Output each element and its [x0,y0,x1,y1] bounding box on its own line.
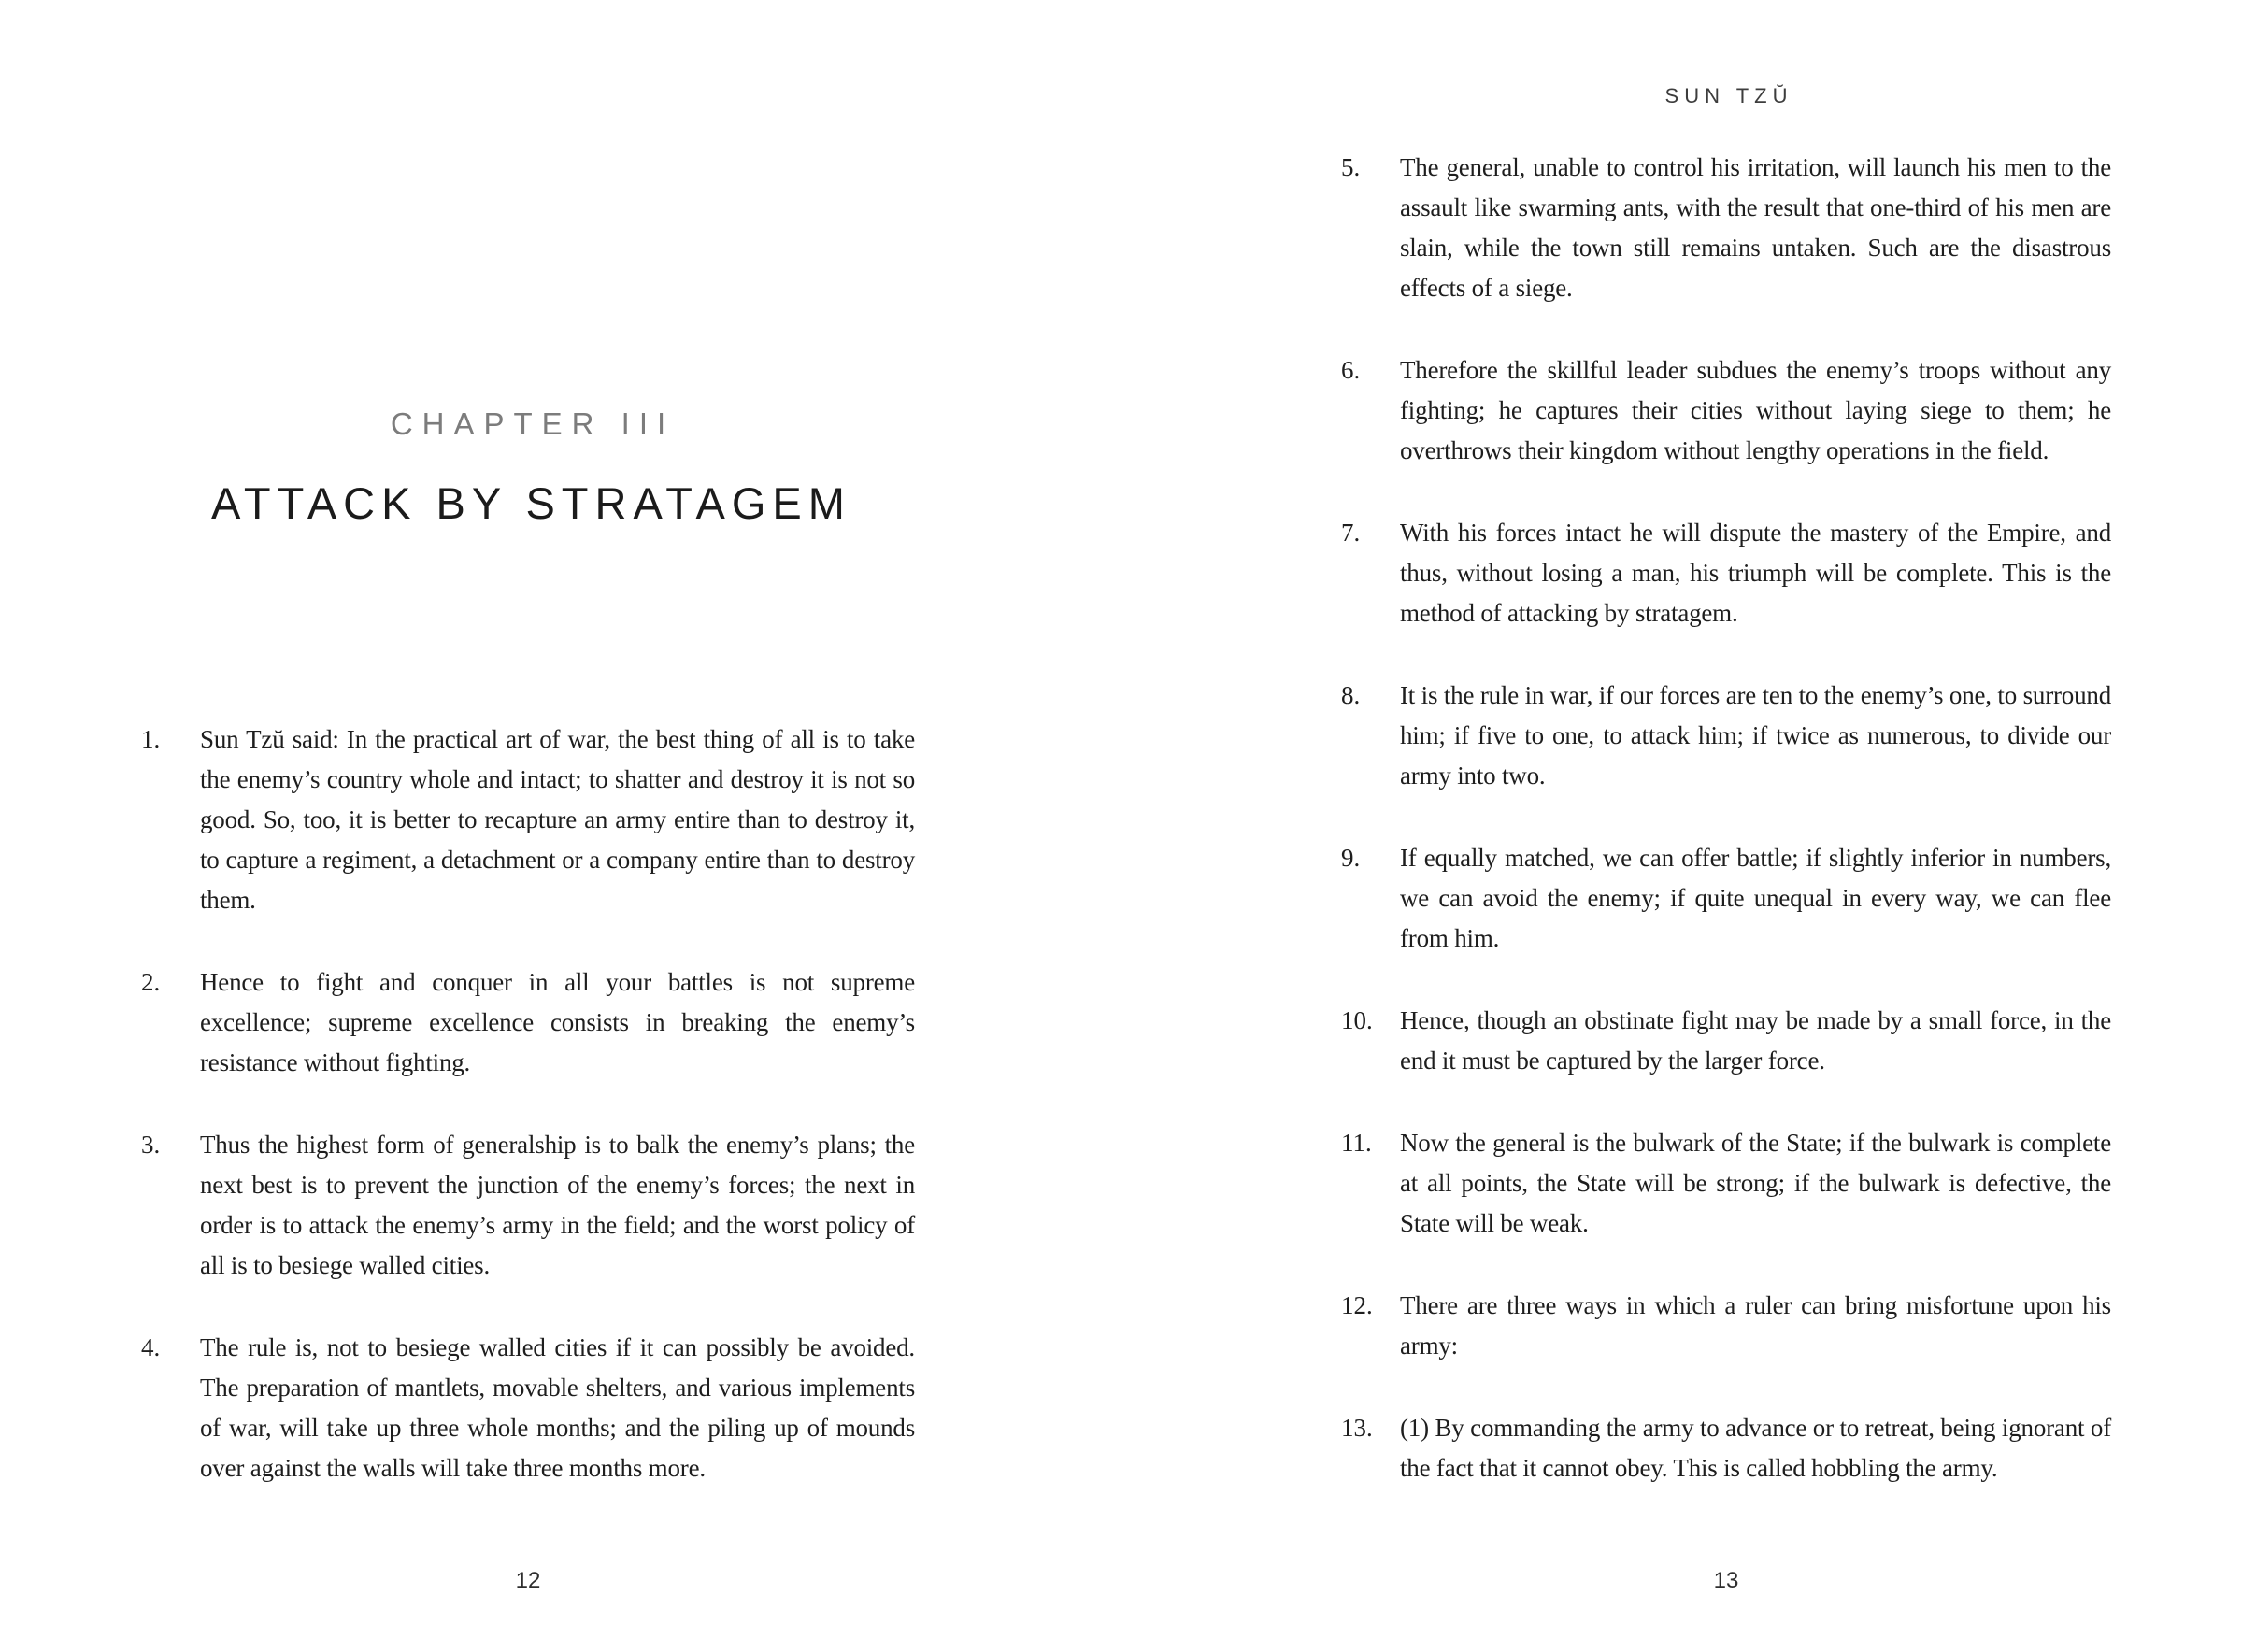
paragraph-text: With his forces intact he will dispute the mastery of the Empire, and thus, without losing a man, his triumph will be complete. This is the method of attacking by stratagem. [1400,519,2111,627]
paragraph-item [1341,513,2111,634]
paragraph-item [1341,1123,2111,1244]
left-page-paragraphs [141,719,915,1488]
paragraph-number: 4. [141,1333,161,1361]
paragraph-text: (1) By commanding the army to advance or to retreat, being ignorant of the fact that it cannot obey. This is called hobbling the army. [1400,1414,2111,1482]
running-header: SUN TZŬ [1664,84,1793,107]
paragraph-item [1341,676,2111,796]
paragraph-text: The general, unable to control his irritation, will launch his men to the assault like swarming ants, with the result that one-third of his men are slain, while the town still remains untaken. Such are the disastrous effects of a siege. [1400,153,2111,302]
paragraph-text: Hence, though an obstinate fight may be made by a small force, in the end it must be captured by the larger force. [1400,1006,2111,1075]
paragraph-text: Hence to fight and conquer in all your battles is not supreme excellence; supreme excellence consists in breaking the enemy’s resistance without fighting. [200,968,915,1076]
paragraph-item [141,1328,915,1488]
chapter-label: CHAPTER III [390,406,676,441]
paragraph-number: 5. [1341,153,1361,181]
chapter-heading-block [141,406,915,528]
chapter-title: ATTACK BY STRATAGEM [211,478,851,528]
paragraph-number: 6. [1341,356,1361,384]
page-number-left: 12 [515,1568,541,1593]
paragraph-item [141,1125,915,1286]
paragraph-item [1341,1001,2111,1081]
paragraph-text: The rule is, not to besiege walled cities if it can possibly be avoided. The preparation of mantlets, movable shelters, and various implements of war, will take up three whole months; and the piling up of mounds over against the walls will take three months more. [200,1333,915,1482]
paragraph-number: 7. [1341,519,1361,547]
paragraph-text: Now the general is the bulwark of the State; if the bulwark is complete at all points, the State will be strong; if the bulwark is defective, the State will be weak. [1400,1129,2111,1237]
page-right [1121,0,2241,1652]
page-number-right: 13 [1713,1568,1739,1593]
paragraph-item [1341,148,2111,308]
paragraph-text: Therefore the skillful leader subdues the enemy’s troops without any fighting; he captures their cities without laying siege to them; he overthrows their kingdom without lengthy operations in the field. [1400,356,2111,464]
paragraph-item [1341,1286,2111,1366]
paragraph-item [141,962,915,1083]
paragraph-text: If equally matched, we can offer battle; if slightly inferior in numbers, we can avoid the enemy; if quite unequal in every way, we can flee from him. [1400,844,2111,952]
paragraph-number: 13. [1341,1414,1373,1442]
paragraph-number: 3. [141,1131,161,1159]
paragraph-text: There are three ways in which a ruler can bring misfortune upon his army: [1400,1291,2111,1360]
right-page-paragraphs [1341,148,2111,1488]
paragraph-text: Thus the highest form of generalship is to balk the enemy’s plans; the next best is to prevent the junction of the enemy’s forces; the next in order is to attack the enemy’s army in the field; and the worst policy of all is to besiege walled cities. [200,1131,915,1279]
paragraph-text: Sun Tzŭ said: In the practical art of war, the best thing of all is to take the enemy’s country whole and intact; to shatter and destroy it is not so good. So, too, it is better to recapture an army entire than to destroy it, to capture a regiment, a detachment or a company entire than to destroy them. [200,725,915,914]
paragraph-number: 11. [1341,1129,1372,1157]
paragraph-number: 1. [141,725,161,753]
paragraph-item [141,719,915,920]
paragraph-item [1341,838,2111,959]
paragraph-number: 10. [1341,1006,1373,1034]
paragraph-number: 2. [141,968,161,996]
paragraph-text: It is the rule in war, if our forces are ten to the enemy’s one, to surround him; if five to one, to attack him; if twice as numerous, to divide our army into two. [1400,681,2111,790]
paragraph-number: 8. [1341,681,1361,709]
paragraph-item [1341,350,2111,471]
paragraph-number: 9. [1341,844,1361,872]
paragraph-number: 12. [1341,1291,1373,1319]
paragraph-item [1341,1408,2111,1488]
